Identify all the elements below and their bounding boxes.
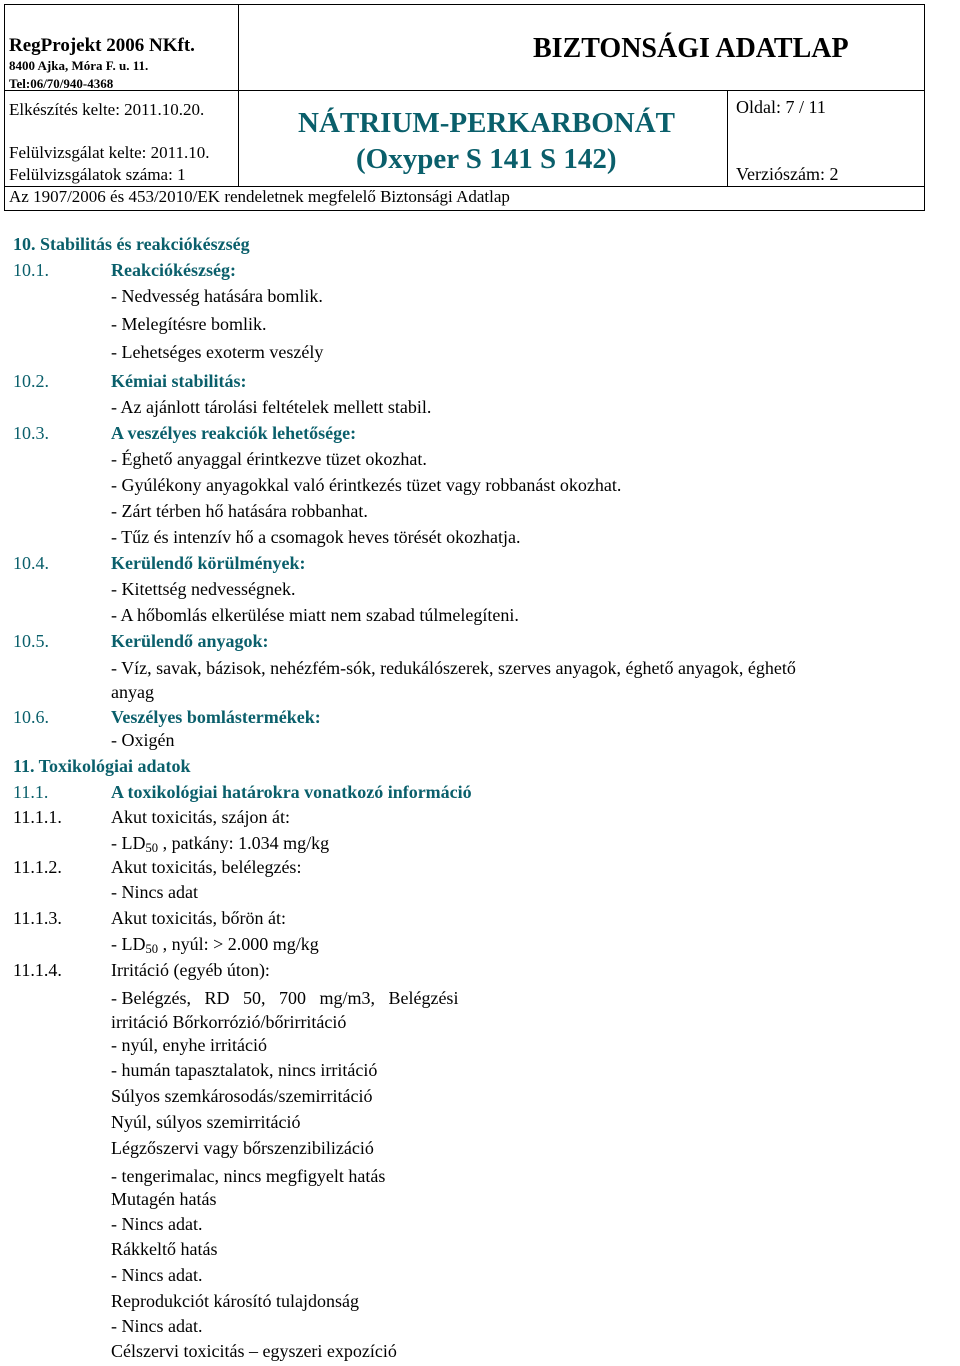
- section-title: Kémiai stabilitás:: [111, 371, 247, 391]
- section-number: 10.1.: [13, 260, 49, 280]
- header-divider-right: [727, 90, 728, 186]
- regulation-note: Az 1907/2006 és 453/2010/EK rendeletnek megfelelő Biztonsági Adatlap: [9, 187, 510, 206]
- section-number: 10.3.: [13, 423, 49, 443]
- creation-date: Elkészítés kelte: 2011.10.20.: [9, 100, 205, 119]
- header-divider-left: [238, 4, 239, 186]
- section-number: 10.2.: [13, 371, 49, 391]
- section-number: 11.1.3.: [13, 908, 62, 928]
- header-divider-mid: [4, 90, 924, 91]
- page-number: Oldal: 7 / 11: [736, 97, 826, 117]
- company-address: 8400 Ajka, Móra F. u. 11.: [9, 58, 149, 73]
- product-code: (Oxyper S 141 S 142): [356, 143, 617, 175]
- section-title: A veszélyes reakciók lehetősége:: [111, 423, 357, 443]
- section-title: Kerülendő anyagok:: [111, 631, 269, 651]
- section-number: 10.5.: [13, 631, 49, 651]
- section-title: Akut toxicitás, bőrön át:: [111, 908, 286, 928]
- section-number: 11.1.2.: [13, 857, 62, 877]
- version-number: Verziószám: 2: [736, 164, 839, 184]
- section-number: 11.1.4.: [13, 960, 62, 980]
- document-type: BIZTONSÁGI ADATLAP: [533, 33, 849, 64]
- company-phone: Tel:06/70/940-4368: [9, 76, 114, 91]
- section-title: Reakciókészség:: [111, 260, 236, 280]
- revision-date: Felülvizsgálat kelte: 2011.10.: [9, 143, 210, 162]
- section-title: Akut toxicitás, szájon át:: [111, 807, 290, 827]
- section-title: A toxikológiai határokra vonatkozó információ: [111, 782, 472, 802]
- revision-count: Felülvizsgálatok száma: 1: [9, 165, 186, 184]
- section-title: Veszélyes bomlástermékek:: [111, 707, 321, 727]
- section-number: 11.1.: [13, 782, 49, 802]
- section-title: Kerülendő körülmények:: [111, 553, 306, 573]
- section-title: Irritáció (egyéb úton):: [111, 960, 270, 980]
- section-number: 10.4.: [13, 553, 49, 573]
- company-name: RegProjekt 2006 NKft.: [9, 35, 195, 56]
- section-10-title: 10. Stabilitás és reakciókészség: [13, 234, 250, 254]
- section-11-title: 11. Toxikológiai adatok: [13, 756, 191, 776]
- section-number: 10.6.: [13, 707, 49, 727]
- product-name: NÁTRIUM-PERKARBONÁT: [298, 107, 675, 139]
- section-title: Akut toxicitás, belélegzés:: [111, 857, 302, 877]
- section-number: 11.1.1.: [13, 807, 62, 827]
